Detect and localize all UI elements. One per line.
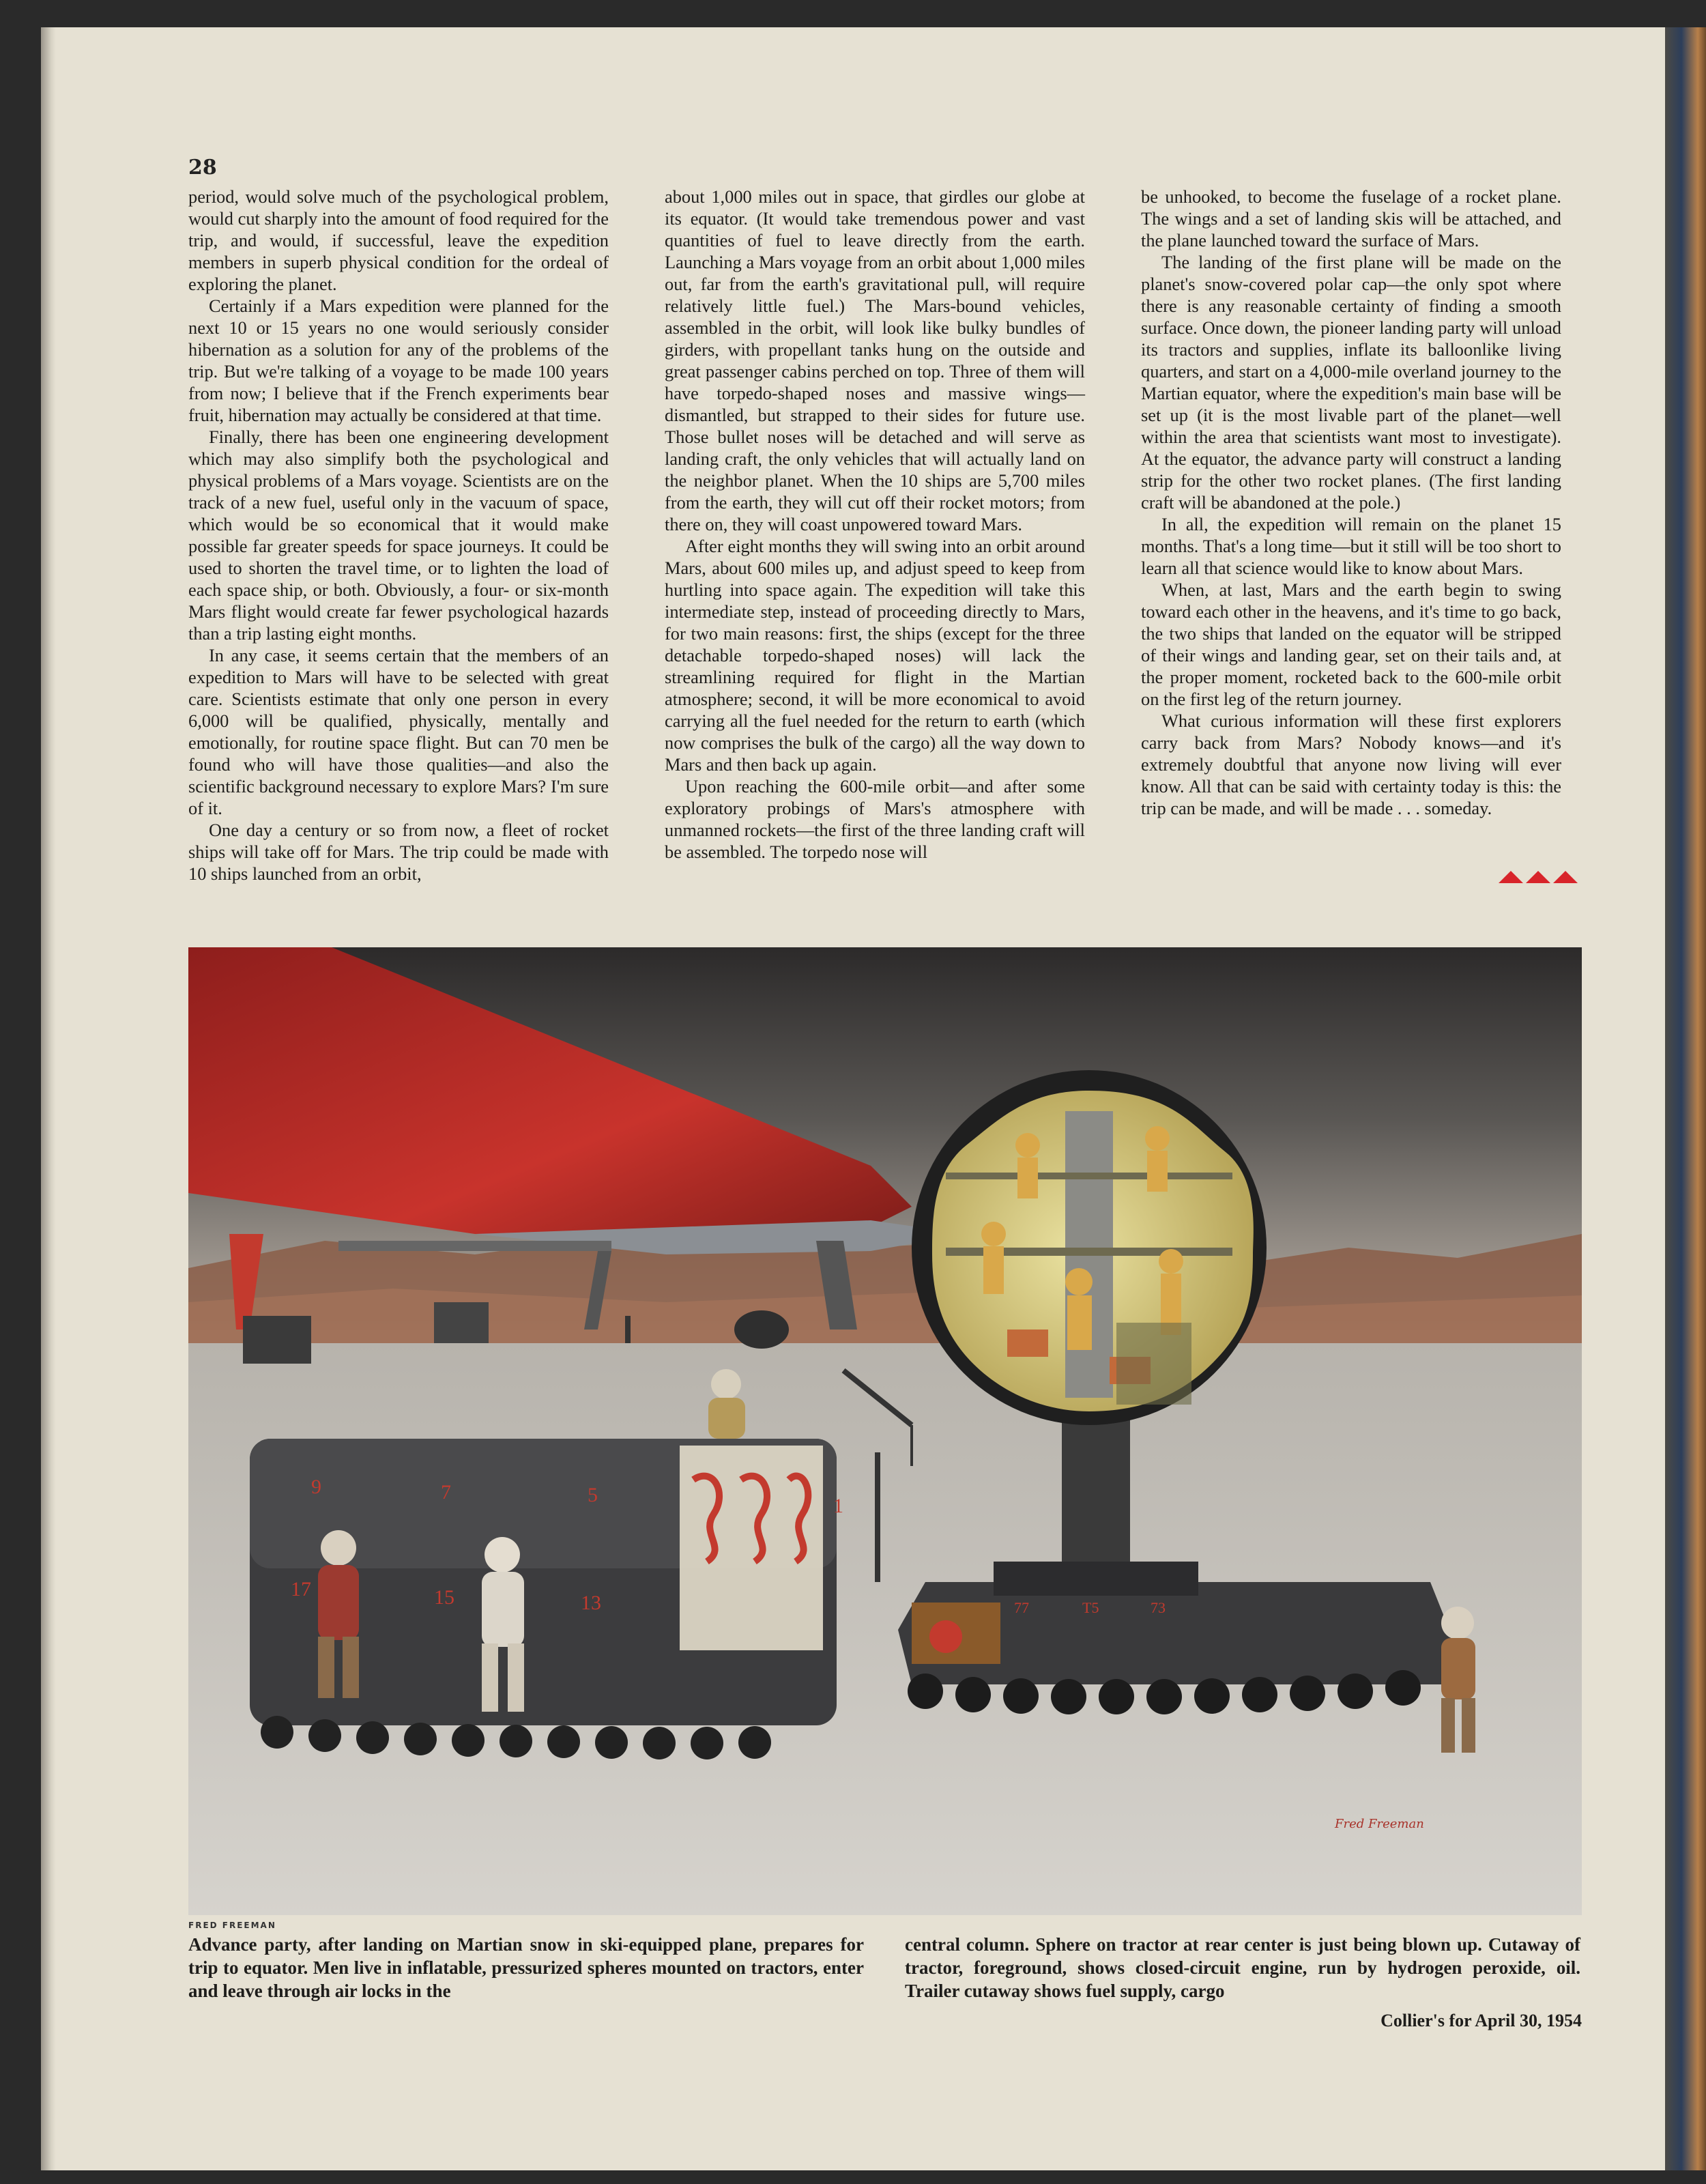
page-gutter	[41, 27, 56, 2170]
illustration-credit: FRED FREEMAN	[188, 1921, 276, 1930]
astronaut-figure	[708, 1369, 745, 1439]
paragraph: The landing of the first plane will be made on the planet's snow-covered polar cap—the only spot where there is any reasonable certainty of finding a smooth surface. Once down, the pioneer landing party will unload its tractors and supplies, inflate its balloonlike living quarters, and start on a 4,000-mile overland journey to the Martian equator, where the expedition's main base will be set up (it is the most livable part of the planet—well within the area that scientists want most to investigate). At the equator, the advance party will construct a landing strip for the other two rocket planes. (The first landing craft will be abandoned at the pole.)	[1141, 252, 1561, 513]
tractor-number: 77	[1014, 1599, 1029, 1616]
paragraph: Certainly if a Mars expedition were planned for the next 10 or 15 years no one would seriously consider hibernation as a solution for any of the problems of the trip. But we're talking of a voyage to be made 100 years from now; I believe that if the French experiments bear fruit, hibernation may actually be considered at that time.	[188, 296, 609, 425]
paragraph: In any case, it seems certain that the members of an expedition to Mars will have to be selected with great care. Scientists estimate that only one person in every 6,000 will be qualified, physically, mentally and emotionally, for routine space flight. But can 70 men be found who will have those qualities—and also the scientific background necessary to explore Mars? I'm sure of it.	[188, 645, 609, 818]
paragraph: After eight months they will swing into an orbit around Mars, about 600 miles up, and adjust speed to keep from hurtling into space again. The expedition will take this intermediate step, instead of proceeding directly to Mars, for two main reasons: first, the ships (except for the three detachable torpedo-shaped noses) will lack the streamlining required for flight in the Martian atmosphere; second, it will be more economical to avoid carrying all the fuel needed for the return to earth (which now comprises the bulk of the cargo) all the way down to Mars and then back up again.	[665, 536, 1085, 775]
caption-right: central column. Sphere on tractor at rear center is just being blown up. Cutaway of tractor, foreground, shows closed-circuit engine, run by hydrogen peroxide, oil. Trailer cutaway shows fuel supply, cargo	[905, 1934, 1580, 2001]
artist-signature: Fred Freeman	[1335, 1817, 1424, 1831]
article-column-3	[1141, 186, 1561, 819]
paragraph: What curious information will these first explorers carry back from Mars? Nobody knows—and it's extremely doubtful that anyone now living will ever know. All that can be said with certainty today is this: the trip can be made, and will be made . . . someday.	[1141, 710, 1561, 818]
paragraph: In all, the expedition will remain on the planet 15 months. That's a long time—but it still will be too short to learn all that science would like to know about Mars.	[1141, 514, 1561, 578]
mars-expedition-illustration	[188, 947, 1582, 1915]
issue-footer: Collier's for April 30, 1954	[1380, 2011, 1582, 2030]
trailer-number: 15	[434, 1586, 454, 1609]
trailer-number: 5	[588, 1484, 598, 1506]
paragraph: One day a century or so from now, a fleet of rocket ships will take off for Mars. The trip could be made with 10 ships launched from an orbit,	[188, 820, 609, 884]
paragraph: Finally, there has been one engineering development which may also simplify both the psychological and physical problems of a Mars voyage. Scientists are on the track of a new fuel, useful only in the vacuum of space, which would be so economical that it would make possible far greater speeds for space journeys. It could be used to shorten the travel time, or to lighten the load of each space ship, or both. Obviously, a four- or six-month Mars flight would create far fewer psychological hazards than a trip lasting eight months.	[188, 427, 609, 644]
caption-left: Advance party, after landing on Martian snow in ski-equipped plane, prepares for trip to equator. Men live in inflatable, pressurized spheres mounted on tractors, enter and leave through air locks in the	[188, 1934, 864, 2001]
article-column-1	[188, 186, 609, 885]
trailer-number: 13	[581, 1592, 601, 1614]
trailer-number: 9	[311, 1476, 321, 1498]
end-mark-triangles	[1499, 871, 1578, 883]
paragraph: about 1,000 miles out in space, that girdles our globe at its equator. (It would take tremendous power and vast quantities of fuel to leave directly from the earth. Launching a Mars voyage from an orbit about 1,000 miles out, far from the earth's gravitational pull, will require relatively little fuel.) The Mars-bound vehicles, assembled in the orbit, will look like bulky bundles of girders, with propellant tanks hung on the outside and great passenger cabins perched on top. Three of them will have torpedo-shaped noses and massive wings—dismantled, but strapped to their sides for future use. Those bullet noses will be detached and will serve as landing craft, the only vehicles that will actually land on the neighbor planet. When the 10 ships are 5,700 miles from the earth, they will cut off their rocket motors; from there on, they will coast unpowered toward Mars.	[665, 186, 1085, 534]
trailer-number: 17	[291, 1578, 311, 1600]
tractor-number: T5	[1082, 1599, 1099, 1616]
article-column-2	[665, 186, 1085, 863]
tractor-number: 73	[1151, 1599, 1166, 1616]
next-page-edge	[1665, 27, 1706, 2170]
trailer-number: 7	[441, 1481, 451, 1504]
trailer-number: 1	[833, 1495, 843, 1517]
paragraph: period, would solve much of the psychological problem, would cut sharply into the amount of food required for the trip, and would, if successful, leave the expedition members in superb physical condition for the ordeal of exploring the planet.	[188, 186, 609, 294]
paragraph: When, at last, Mars and the earth begin to swing toward each other in the heavens, and it's time to go back, the two ships that landed on the equator will be stripped of their wings and landing gear, set on their tails and, at the proper moment, rocketed back to the 600-mile orbit on the first leg of the return journey.	[1141, 579, 1561, 709]
page-number: 28	[188, 156, 217, 179]
paragraph: Upon reaching the 600-mile orbit—and after some exploratory probings of Mars's atmosphere with unmanned rockets—the first of the three landing craft will be assembled. The torpedo nose will	[665, 776, 1085, 862]
paragraph: be unhooked, to become the fuselage of a rocket plane. The wings and a set of landing skis will be attached, and the plane launched toward the surface of Mars.	[1141, 186, 1561, 250]
